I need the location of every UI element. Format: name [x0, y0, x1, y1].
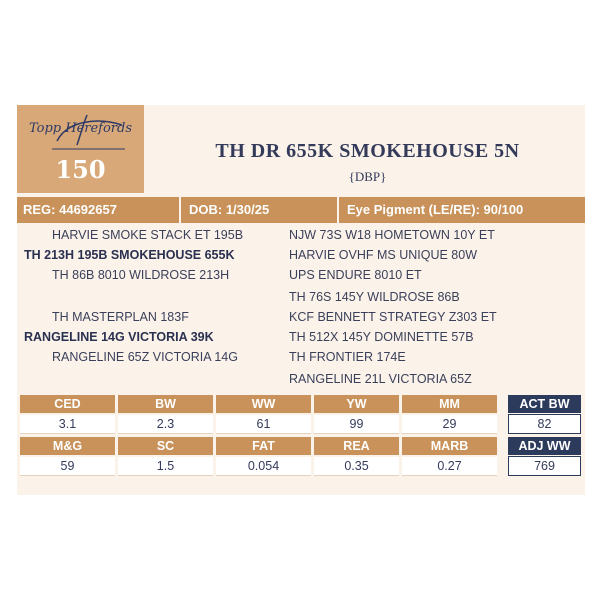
pedigree-ancestor: TH 76S 145Y WILDROSE 86B [289, 290, 460, 304]
epd-label-bw: BW [118, 395, 213, 413]
act-bw-label: ACT BW [508, 395, 581, 413]
epd-label-fat: FAT [216, 437, 311, 455]
pedigree-sire: TH 213H 195B SMOKEHOUSE 655K [24, 248, 235, 262]
epd-value-mm: 29 [402, 415, 497, 434]
pedigree-ancestor: UPS ENDURE 8010 ET [289, 268, 422, 282]
registration-bar [17, 197, 585, 223]
epd-label-ced: CED [20, 395, 115, 413]
epd-value-sc: 1.5 [118, 457, 213, 476]
divider [337, 197, 339, 223]
epd-value-yw: 99 [314, 415, 399, 434]
adj-ww-value: 769 [508, 456, 581, 476]
registration-number: REG: 44692657 [23, 202, 117, 217]
epd-label-yw: YW [314, 395, 399, 413]
act-bw-value: 82 [508, 414, 581, 434]
pedigree-ancestor: RANGELINE 21L VICTORIA 65Z [289, 372, 472, 386]
pedigree-dam-sire: TH MASTERPLAN 183F [52, 310, 189, 324]
logo-text: Topp Herefords [28, 121, 133, 136]
epd-value-fat: 0.054 [216, 457, 311, 476]
epd-label-rea: REA [314, 437, 399, 455]
pedigree-dam-dam: RANGELINE 65Z VICTORIA 14G [52, 350, 238, 364]
pedigree-ancestor: NJW 73S W18 HOMETOWN 10Y ET [289, 228, 495, 242]
eye-pigment: Eye Pigment (LE/RE): 90/100 [347, 202, 524, 217]
pedigree-ancestor: KCF BENNETT STRATEGY Z303 ET [289, 310, 497, 324]
epd-value-ced: 3.1 [20, 415, 115, 434]
epd-value-marb: 0.27 [402, 457, 497, 476]
adj-ww-label: ADJ WW [508, 437, 581, 455]
epd-value-mg: 59 [20, 457, 115, 476]
pedigree-sire-dam: TH 86B 8010 WILDROSE 213H [52, 268, 230, 282]
pedigree-dam: RANGELINE 14G VICTORIA 39K [24, 330, 214, 344]
pedigree-ancestor: TH FRONTIER 174E [289, 350, 406, 364]
pedigree-ancestor: TH 512X 145Y DOMINETTE 57B [289, 330, 474, 344]
epd-value-bw: 2.3 [118, 415, 213, 434]
animal-name: TH DR 655K SMOKEHOUSE 5N [215, 140, 520, 162]
divider [179, 197, 181, 223]
pedigree-ancestor: HARVIE OVHF MS UNIQUE 80W [289, 248, 477, 262]
epd-value-ww: 61 [216, 415, 311, 434]
animal-tag: {DBP} [348, 169, 387, 184]
lot-number: 150 [55, 155, 106, 184]
epd-label-ww: WW [216, 395, 311, 413]
epd-label-mm: MM [402, 395, 497, 413]
epd-label-marb: MARB [402, 437, 497, 455]
epd-label-mg: M&G [20, 437, 115, 455]
epd-value-rea: 0.35 [314, 457, 399, 476]
date-of-birth: DOB: 1/30/25 [189, 202, 270, 217]
epd-label-sc: SC [118, 437, 213, 455]
pedigree-sire-sire: HARVIE SMOKE STACK ET 195B [52, 228, 244, 242]
